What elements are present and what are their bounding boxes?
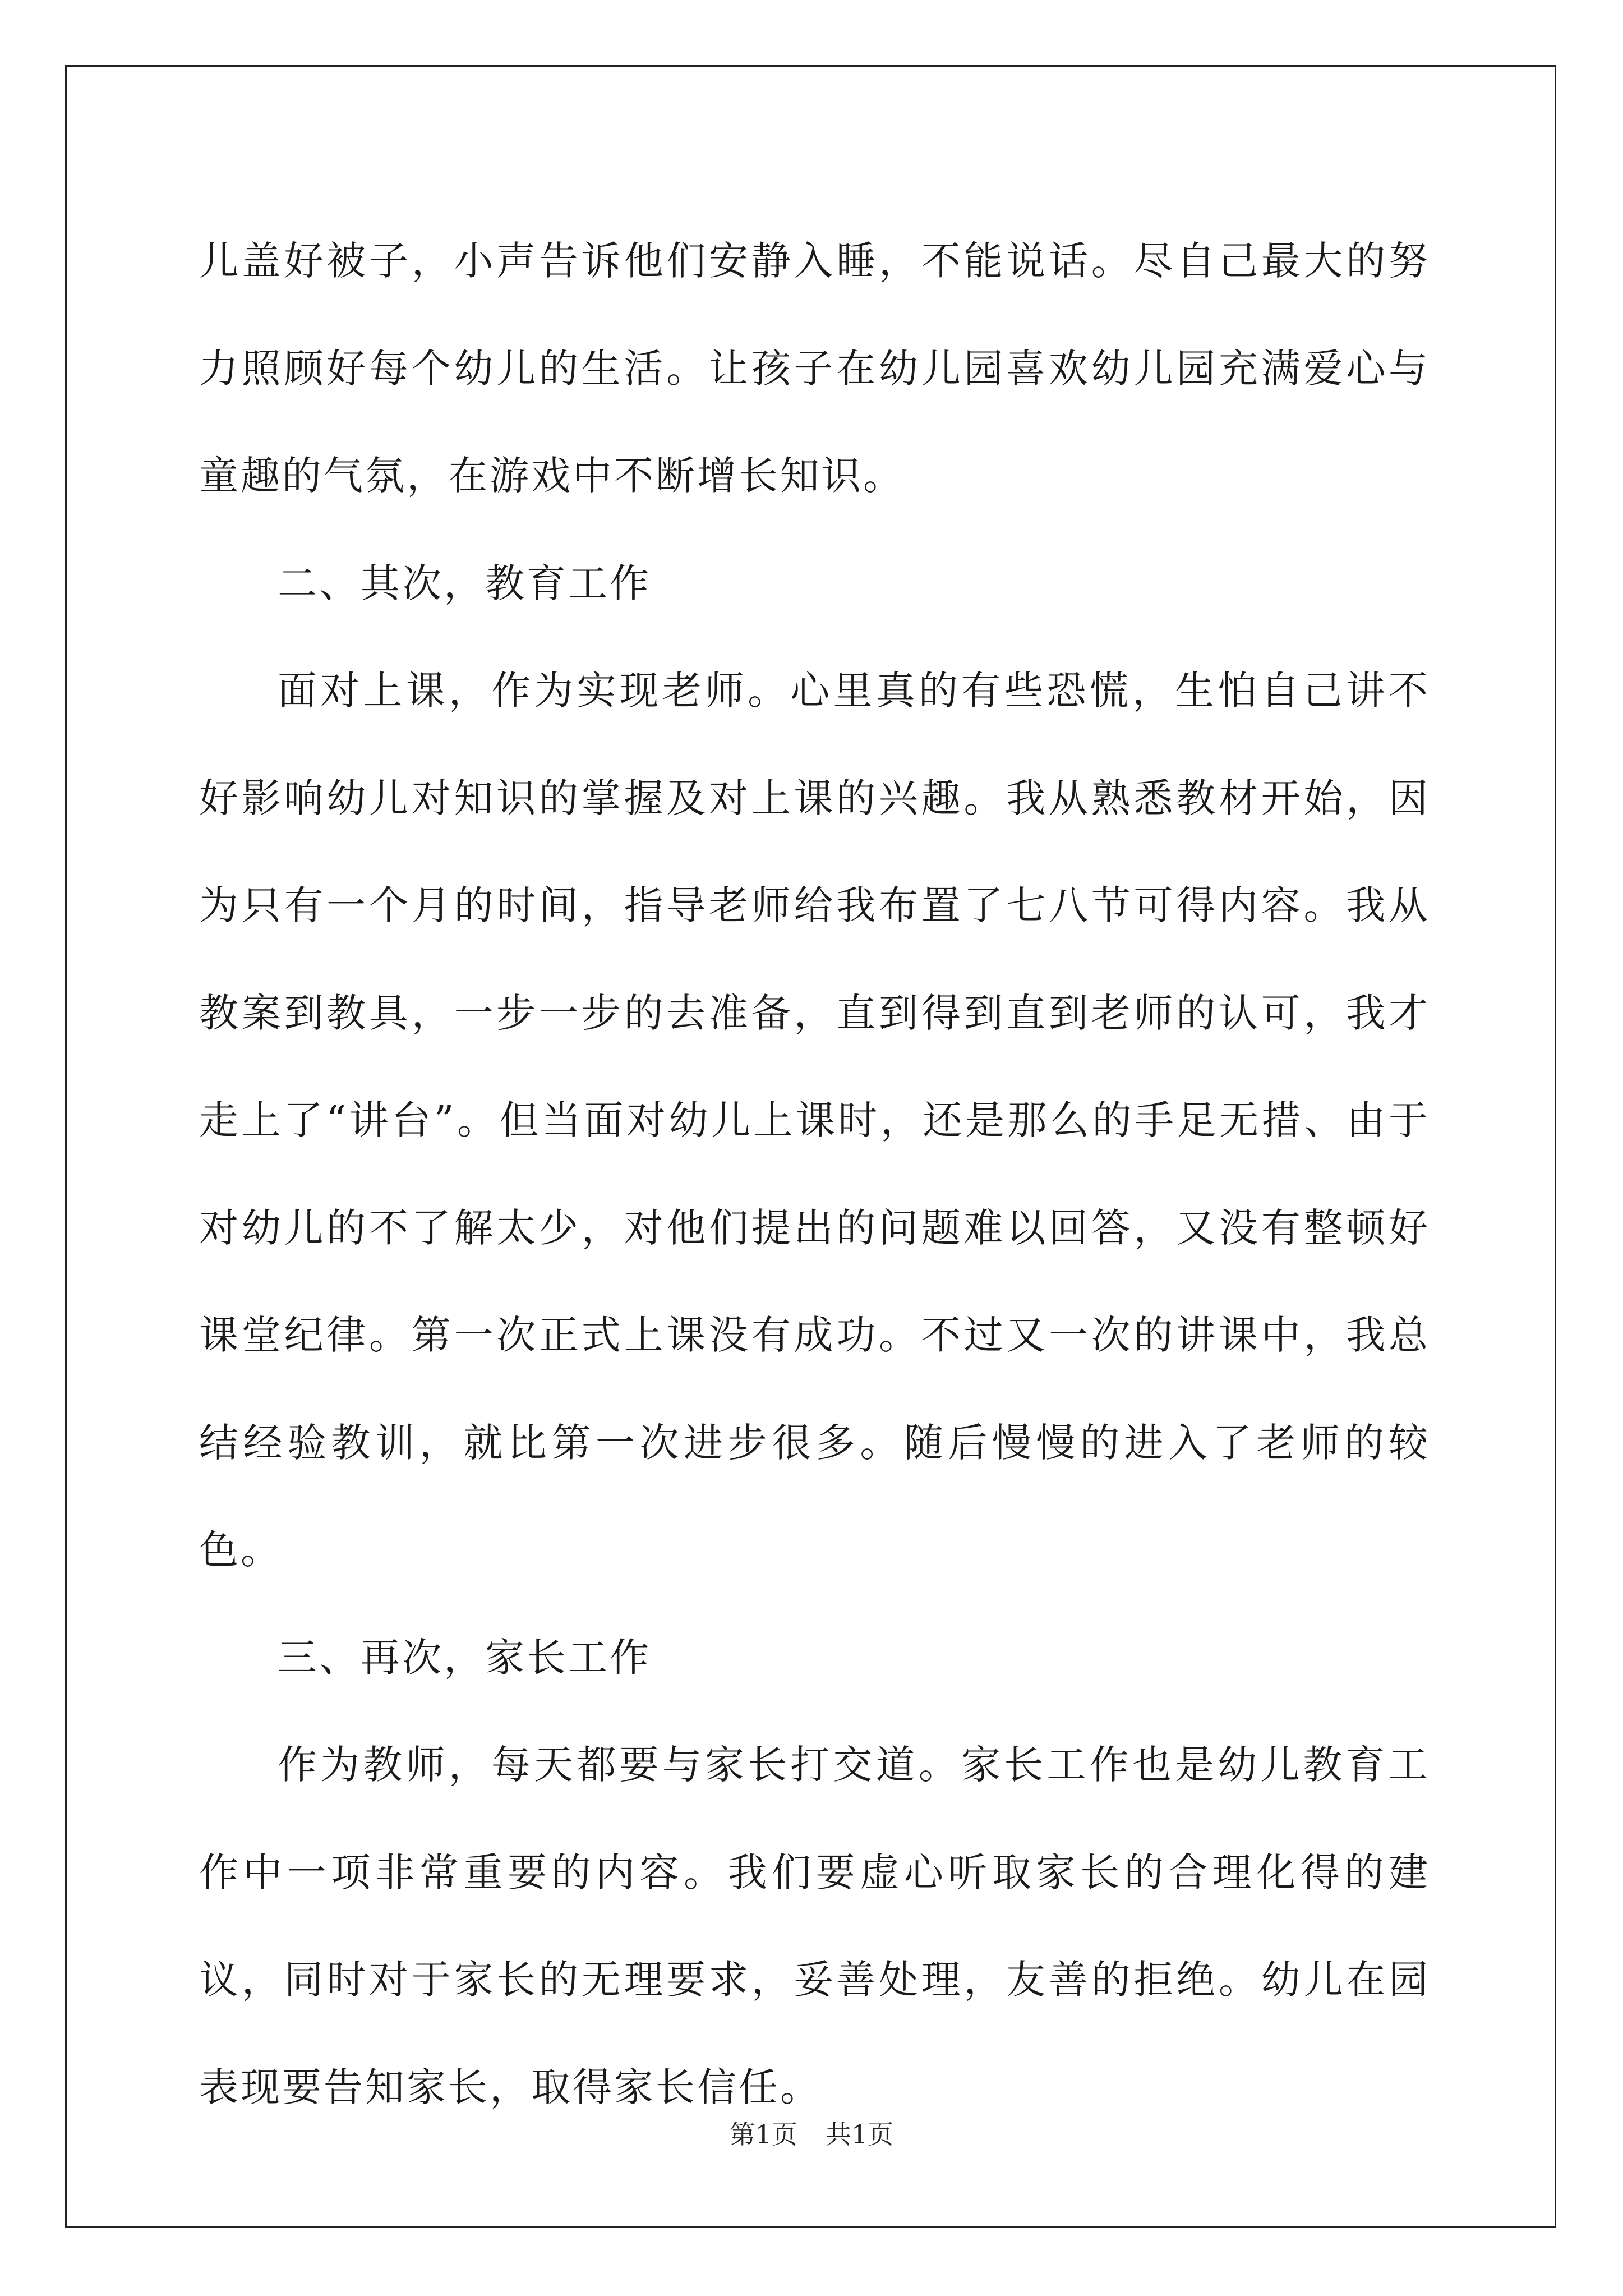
section-heading-parents: 三、再次，家长工作 bbox=[278, 1634, 651, 1681]
page-footer bbox=[0, 2118, 1623, 2151]
document-body bbox=[199, 208, 1430, 2141]
paragraph-continued: 儿盖好被子，小声告诉他们安静入睡，不能说话。尽自己最大的努力照顾好每个幼儿的生活。让孩子在幼儿园喜欢幼儿园充满爱心与童趣的气氛，在游戏中不断增长知识。 bbox=[199, 238, 1430, 499]
paragraph-parents: 作为教师，每天都要与家长打交道。家长工作也是幼儿教育工作中一项非常重要的内容。我们要虚心听取家长的合理化得的建议，同时对于家长的无理要求，妥善处理，友善的拒绝。幼儿在园表现要告知家长，取得家长信任。 bbox=[199, 1742, 1430, 2110]
page-number: 第1页 bbox=[729, 2119, 797, 2150]
section-heading-education: 二、其次，教育工作 bbox=[278, 560, 651, 606]
page-total: 共1页 bbox=[826, 2119, 894, 2150]
paragraph-education: 面对上课，作为实现老师。心里真的有些恐慌，生怕自己讲不好影响幼儿对知识的掌握及对上课的兴趣。我从熟悉教材开始，因为只有一个月的时间，指导老师给我布置了七八节可得内容。我从教案到教具，一步一步的去准备，直到得到直到老师的认可，我才走上了“讲台”。但当面对幼儿上课时，还是那么的手足无措、由于对幼儿的不了解太少，对他们提出的问题难以回答，又没有整顿好课堂纪律。第一次正式上课没有成功。不过又一次的讲课中，我总结经验教训，就比第一次进步很多。随后慢慢的进入了老师的较色。 bbox=[199, 668, 1430, 1573]
